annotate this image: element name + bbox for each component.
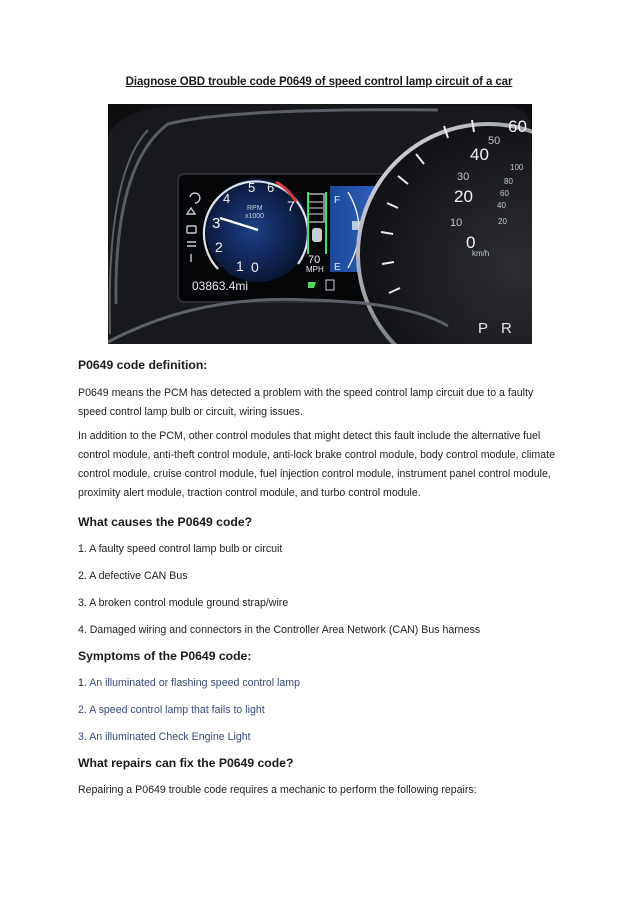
speed-unit: MPH xyxy=(306,265,324,274)
kmh-tick: 40 xyxy=(497,201,506,210)
cause-item: 2. A defective CAN Bus xyxy=(78,570,188,582)
rpm-tick: 4 xyxy=(223,191,231,206)
rpm-zero: 0 xyxy=(251,259,259,275)
dashboard-photo xyxy=(108,104,532,344)
kmh-tick: 60 xyxy=(500,189,509,198)
symptom-number: 1. xyxy=(78,677,87,689)
symptoms-heading: Symptoms of the P0649 code: xyxy=(78,649,252,663)
rpm-tick: 7 xyxy=(287,198,295,214)
cause-item: 3. A broken control module ground strap/wire xyxy=(78,597,289,609)
mph-tick: 0 xyxy=(466,233,476,252)
fuel-full-label: F xyxy=(334,195,341,206)
speed-value: 70 xyxy=(308,254,321,266)
rpm-tick: 5 xyxy=(248,180,256,195)
repairs-intro: Repairing a P0649 trouble code requires a mechanic to perform the following repairs: xyxy=(78,784,477,796)
mph-tick: 10 xyxy=(450,217,463,229)
kmh-unit: km/h xyxy=(472,249,490,258)
mph-tick: 30 xyxy=(457,171,470,183)
symptom-item: 2. A speed control lamp that fails to light xyxy=(78,704,265,716)
causes-heading: What causes the P0649 code? xyxy=(78,515,253,529)
kmh-tick: 80 xyxy=(504,177,513,186)
definition-heading: P0649 code definition: xyxy=(78,358,208,372)
page-title: Diagnose OBD trouble code P0649 of speed control lamp circuit of a car xyxy=(125,76,513,88)
modules-paragraph: In addition to the PCM, other control modules that might detect this fault include the alternative fuel control module, anti-theft control module, anti-lock brake control module, body control module, climate control module, cruise control module, fuel injection control module, instrument panel control module, proximity alert module, traction control module, and turbo control module. xyxy=(78,430,555,499)
gear-p: P xyxy=(478,320,489,337)
rpm-tick: 6 xyxy=(267,180,275,195)
gear-r: R xyxy=(501,320,512,337)
symptom-text: An illuminated or flashing speed control lamp xyxy=(89,677,301,689)
rpm-unit: RPM xyxy=(247,205,263,212)
mph-tick: 50 xyxy=(488,135,501,147)
definition-paragraph: P0649 means the PCM has detected a problem with the speed control lamp circuit due to a faulty speed control lamp bulb or circuit, wiring issues. xyxy=(78,387,534,418)
rpm-scale: x1000 xyxy=(245,213,265,220)
fuel-empty-label: E xyxy=(334,262,341,273)
mph-tick: 20 xyxy=(454,187,473,206)
kmh-tick: 100 xyxy=(510,163,524,172)
symptom-item: 3. An illuminated Check Engine Light xyxy=(78,731,251,743)
cause-item: 1. A faulty speed control lamp bulb or circuit xyxy=(78,543,283,555)
symptom-item xyxy=(78,674,564,693)
article-body xyxy=(78,358,564,800)
kmh-tick: 20 xyxy=(498,217,507,226)
odometer: 03863.4mi xyxy=(192,279,249,293)
instrument-cluster-illustration xyxy=(108,104,532,344)
mph-tick: 40 xyxy=(470,145,489,164)
repairs-heading: What repairs can fix the P0649 code? xyxy=(78,756,294,770)
cause-item: 4. Damaged wiring and connectors in the Controller Area Network (CAN) Bus harness xyxy=(78,624,481,636)
rpm-tick: 1 xyxy=(236,258,244,274)
rpm-tick: 3 xyxy=(212,215,221,232)
mph-tick: 60 xyxy=(508,117,527,136)
rpm-tick: 2 xyxy=(215,239,223,255)
